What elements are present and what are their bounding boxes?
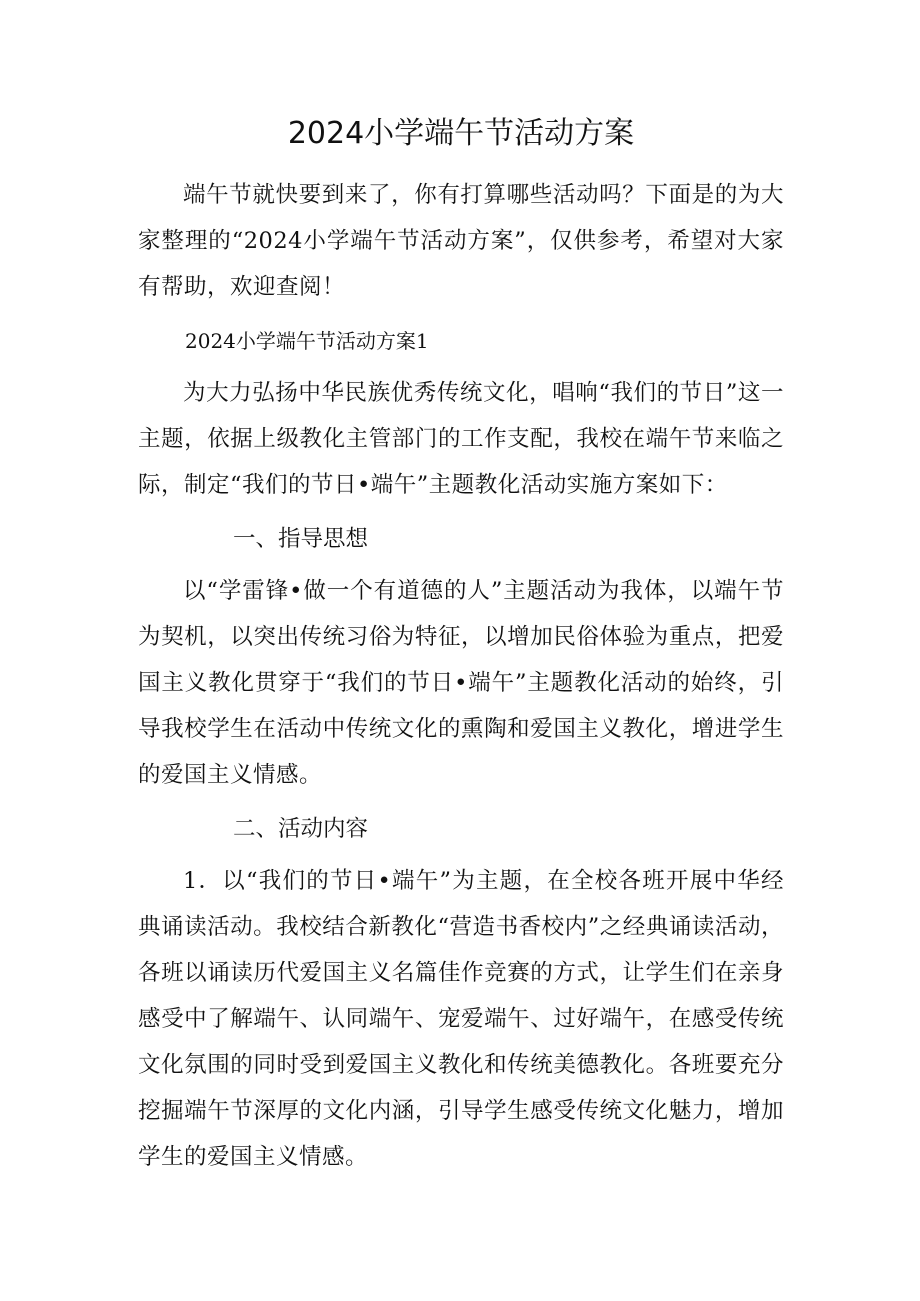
section2-heading: 二、活动内容 <box>233 816 369 842</box>
plan-intro-paragraph: 为大力弘扬中华民族优秀传统文化，唱响“我们的节日”这一主题，依据上级教化主管部门的工作支配，我校在端午节来临之际，制定“我们的节日•端午”主题教化活动实施方案如下： <box>138 380 784 498</box>
section2-item1-paragraph: 1．以“我们的节日•端午”为主题，在全校各班开展中华经典诵读活动。我校结合新教化“营造书香校内”之经典诵读活动，各班以诵读历代爱国主义名篇佳作竞赛的方式，让学生们在亲身感受中了解端午、认同端午、宠爱端午、过好端午，在感受传统文化氛围的同时受到爱国主义教化和传统美德教化。各班要充分挖掘端午节深厚的文化内涵，引导学生感受传统文化魅力，增加学生的爱国主义情感。 <box>138 868 784 1170</box>
intro-paragraph: 端午节就快要到来了，你有打算哪些活动吗？下面是的为大家整理的“2024小学端午节活动方案”，仅供参考，希望对大家有帮助，欢迎查阅！ <box>138 182 784 300</box>
document-title: 2024小学端午节活动方案 <box>287 116 635 151</box>
section1-heading: 一、指导思想 <box>233 526 369 552</box>
plan-heading: 2024小学端午节活动方案1 <box>185 329 429 353</box>
section1-paragraph: 以“学雷锋•做一个有道德的人”主题活动为我体，以端午节为契机，以突出传统习俗为特征，以增加民俗体验为重点，把爱国主义教化贯穿于“我们的节日•端午”主题教化活动的始终，引导我校学生在活动中传统文化的熏陶和爱国主义教化，增进学生的爱国主义情感。 <box>138 578 784 788</box>
